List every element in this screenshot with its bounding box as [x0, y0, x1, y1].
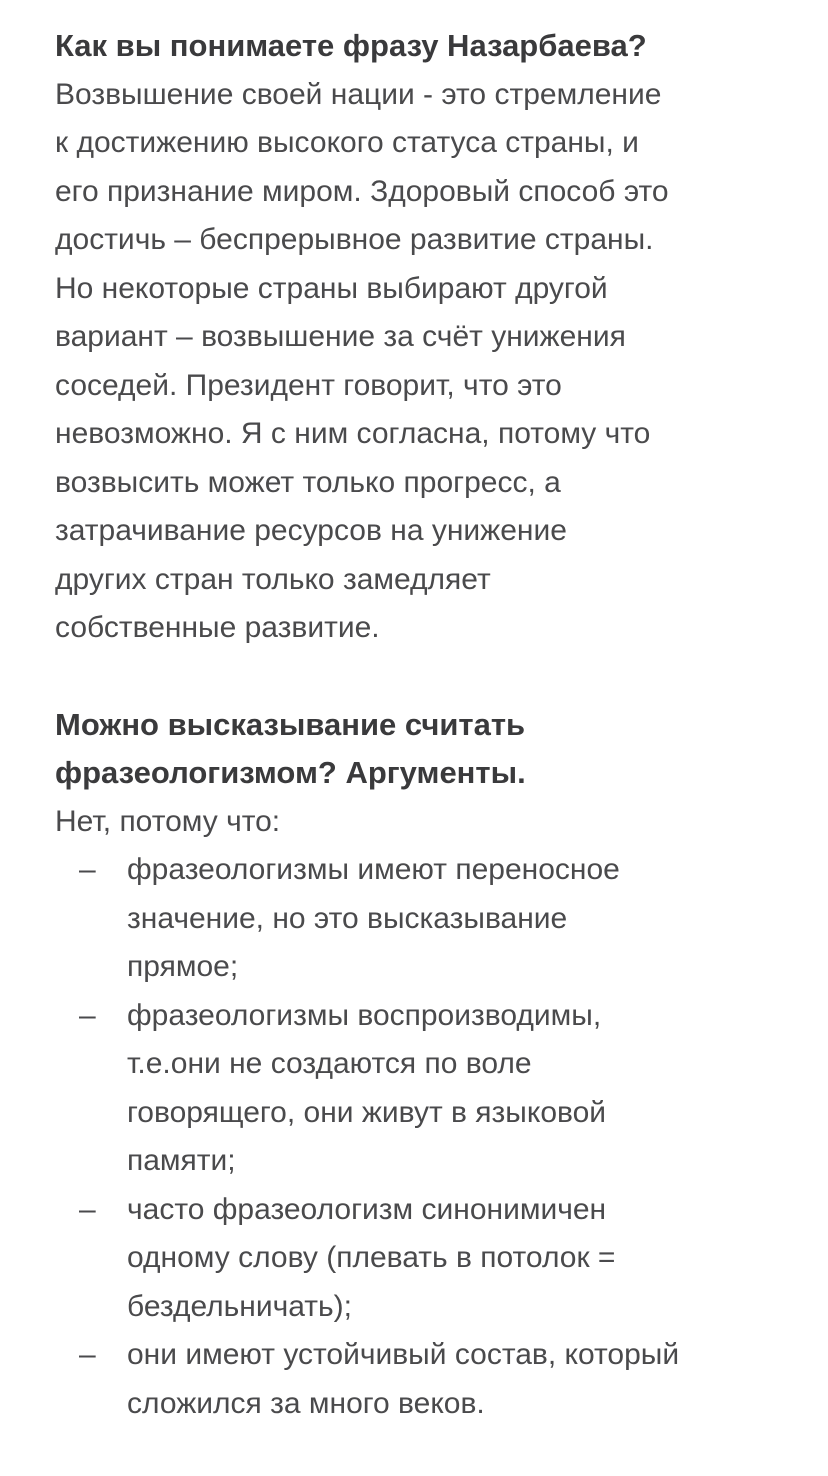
answer-line: невозможно. Я с ним согласна, потому что [55, 417, 651, 450]
arguments-list [55, 846, 774, 1428]
list-item-line: фразеологизмы имеют переносное [127, 853, 620, 886]
list-item [55, 846, 774, 992]
list-item-line: прямое; [127, 950, 239, 983]
list-item-line: значение, но это высказывание [127, 901, 568, 935]
section-divider-space [55, 653, 774, 701]
dash-bullet-icon: – [79, 1338, 96, 1371]
answer-line: его признание миром. Здоровый способ это [55, 174, 669, 208]
dash-bullet-icon: – [79, 998, 96, 1032]
answer-line: Возвышение своей нации - это стремление [55, 77, 662, 111]
list-item-line: одному слову (плевать в потолок = [127, 1241, 616, 1274]
answer-line: к достижению высокого статуса страны, и [55, 126, 639, 159]
question-heading-2-line: фразеологизмом? Аргументы. [55, 755, 526, 790]
list-item [55, 1331, 774, 1428]
list-item-line: т.е.они не создаются по воле [127, 1047, 532, 1080]
list-item-line: они имеют устойчивый состав, который [127, 1338, 680, 1371]
list-item-line: сложился за много веков. [127, 1386, 485, 1420]
answer-line: собственные развитие. [55, 611, 380, 644]
dash-bullet-icon: – [79, 853, 96, 886]
answer-intro: Нет, потому что: [55, 804, 281, 838]
answer-line: достичь – беспрерывное развитие страны. [55, 223, 654, 256]
answer-line: вариант – возвышение за счёт унижения [55, 320, 626, 353]
section-phraseologism-question [55, 701, 774, 1429]
answer-line: Но некоторые страны выбирают другой [55, 271, 608, 305]
answer-line: затрачивание ресурсов на унижение [55, 514, 567, 547]
dash-bullet-icon: – [79, 1192, 96, 1226]
list-item-line: фразеологизмы воспроизводимы, [127, 998, 602, 1032]
answer-line: возвысить может только прогресс, а [55, 465, 561, 499]
list-item-line: говорящего, они живут в языковой [127, 1095, 607, 1129]
list-item [55, 992, 774, 1186]
list-item-line: памяти; [127, 1144, 236, 1177]
section-nazarbayev-question [55, 22, 774, 653]
list-item-line: часто фразеологизм синонимичен [127, 1192, 607, 1226]
answer-line: других стран только замедляет [55, 562, 491, 596]
list-item-line: бездельничать); [127, 1289, 352, 1323]
question-heading-1: Как вы понимаете фразу Назарбаева? [55, 28, 647, 63]
question-heading-2-line: Можно высказывание считать [55, 706, 526, 742]
list-item [55, 1186, 774, 1332]
answer-line: соседей. Президент говорит, что это [55, 368, 562, 402]
